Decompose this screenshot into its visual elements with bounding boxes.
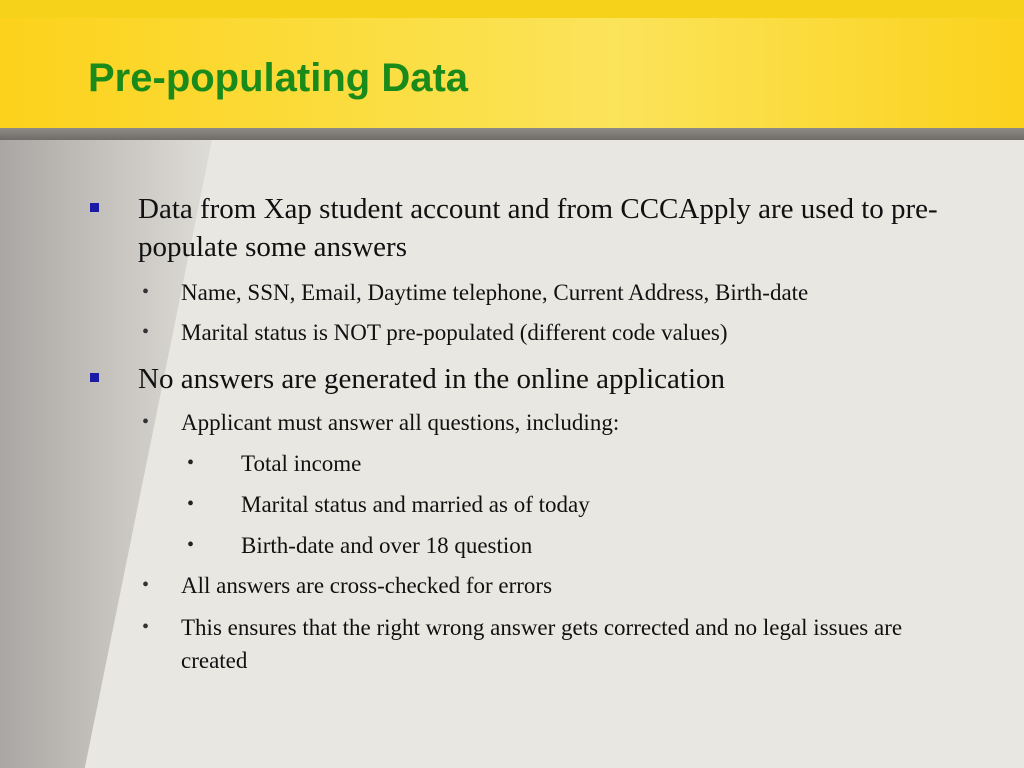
- dot-bullet-icon: •: [142, 281, 150, 303]
- bullet-text: All answers are cross-checked for errors: [181, 573, 553, 598]
- dot-bullet-icon: •: [142, 574, 150, 596]
- bullet-text: No answers are generated in the online application: [138, 363, 726, 395]
- bullet-level3: [187, 488, 941, 521]
- bullet-text: Birth-date and over 18 question: [241, 533, 533, 558]
- dot-bullet-icon: •: [187, 493, 195, 515]
- bullet-level2: [142, 569, 971, 602]
- dot-bullet-icon: •: [142, 321, 150, 343]
- bullet-level2: [142, 276, 971, 309]
- bullet-text: Data from Xap student account and from CCCApply are used to pre-populate some answers: [138, 193, 938, 263]
- bullet-text: Applicant must answer all questions, including:: [181, 410, 620, 435]
- bullet-text: Marital status is NOT pre-populated (different code values): [181, 320, 728, 345]
- bullet-level2: [142, 611, 971, 677]
- dot-bullet-icon: •: [187, 452, 195, 474]
- bullet-level3: [187, 529, 941, 562]
- bullet-level1: [138, 360, 948, 398]
- dot-bullet-icon: •: [187, 534, 195, 556]
- bullet-text: This ensures that the right wrong answer gets corrected and no legal issues are created: [181, 615, 903, 673]
- square-bullet-icon: [90, 373, 99, 382]
- bullet-level2: [142, 406, 971, 439]
- bullet-level2: [142, 316, 971, 349]
- bullet-text: Total income: [241, 451, 362, 476]
- square-bullet-icon: [90, 203, 99, 212]
- slide-title: Pre-populating Data: [88, 56, 469, 100]
- bullet-level1: [138, 190, 948, 266]
- bullet-text: Name, SSN, Email, Daytime telephone, Current Address, Birth-date: [181, 280, 809, 305]
- dot-bullet-icon: •: [142, 411, 150, 433]
- dot-bullet-icon: •: [142, 616, 150, 638]
- bullet-text: Marital status and married as of today: [241, 492, 590, 517]
- bullet-level3: [187, 447, 941, 480]
